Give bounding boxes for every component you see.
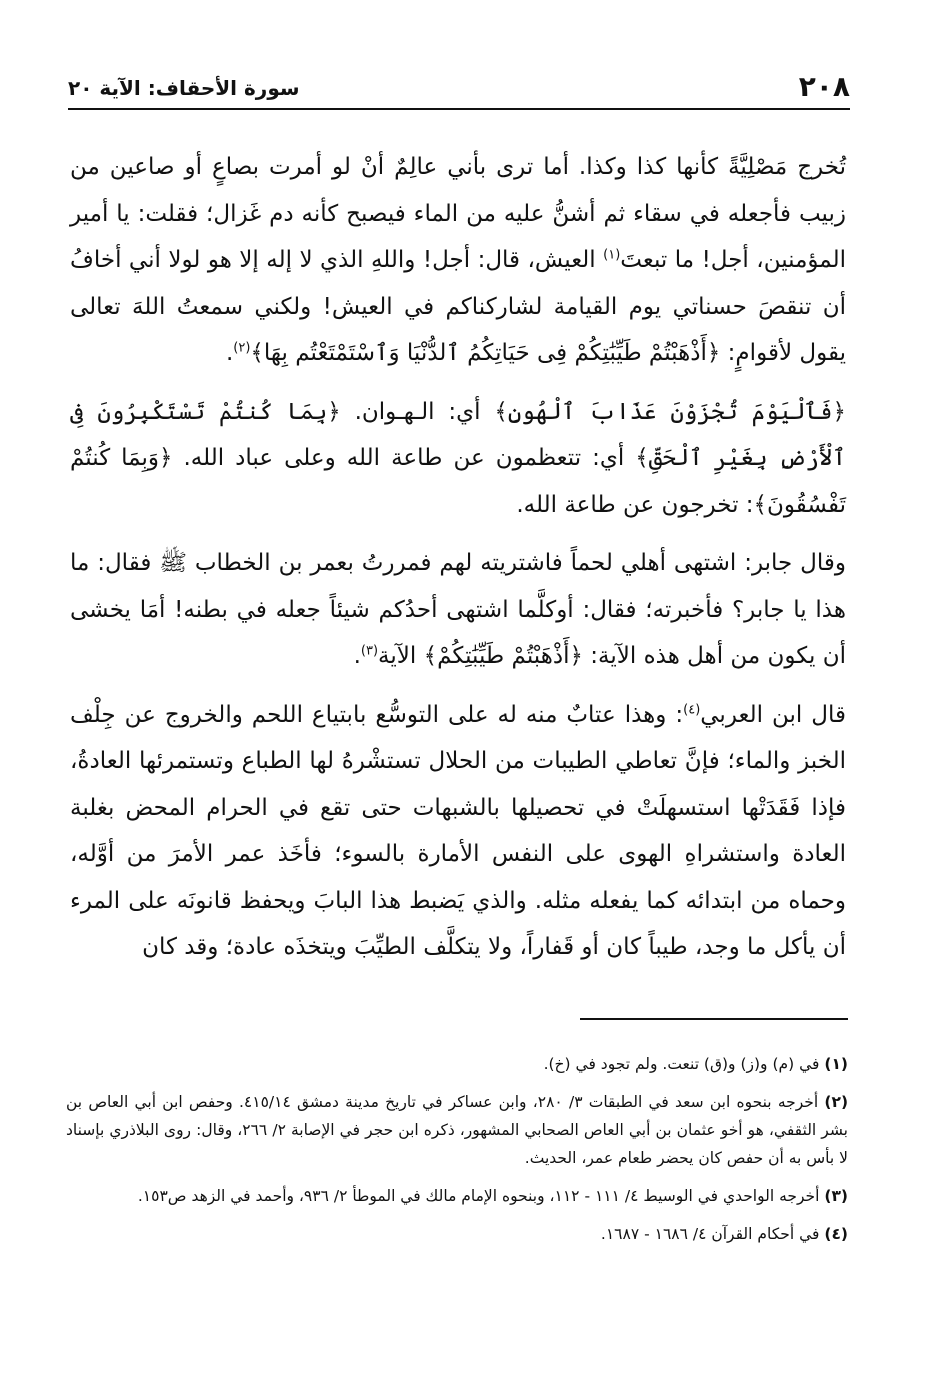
footnote-number: (١) — [824, 1055, 848, 1073]
footnote-text: في أحكام القرآن ٤/ ١٦٨٦ - ١٦٨٧. — [600, 1225, 825, 1243]
footnote — [66, 1220, 848, 1248]
footnote-ref-4: (٤) — [683, 701, 701, 717]
paragraph-1-text-c: . — [225, 340, 234, 366]
footnote — [66, 1182, 848, 1210]
header-rule — [68, 108, 850, 110]
footnote-text: في (م) و(ز) و(ق) تنعت. ولم تجود في (خ). — [543, 1055, 825, 1073]
footnote — [66, 1088, 848, 1172]
footnote-ref-2: (٢) — [233, 340, 251, 356]
paragraph-1-text-a: تُخرج مَصْلِيَّةً كأنها كذا وكذا. أما ترى بأني عالِمٌ أنْ لو أمرت بصاعٍ أو صاعين من زبيب فأجعله في سقاء ثم أشنُّ عليه من الماء فيصبح كأنه دم غَزال؛ فقلت: يا أمير المؤمنين، أجل! ما تبعتَ — [70, 154, 846, 273]
paragraph-2-text-c: : تخرجون عن طاعة الله. — [516, 491, 754, 518]
paragraph-2-text-a: أي: الـهـوان. — [340, 398, 495, 425]
paragraph-1-text-b: العيش، قال: أجل! واللهِ الذي لا إله إلا هو لولا أني أخافُ أن تنقصَ حسناتي يوم القيامة لشاركناكم في العيش! ولكني سمعتُ اللهَ تعالى يقول لأقوامٍ: — [70, 247, 846, 366]
paragraph-4-text-a: قال ابن العربي — [700, 701, 846, 728]
footnote-number: (٢) — [824, 1093, 849, 1111]
page-number: ٢٠٨ — [798, 70, 850, 103]
footnote-number: (٣) — [824, 1187, 848, 1205]
main-text — [70, 144, 846, 981]
paragraph-3-text-b: الآية — [378, 643, 424, 669]
footnote-number: (٤) — [824, 1225, 848, 1243]
footnote — [66, 1050, 848, 1078]
running-header — [68, 62, 850, 106]
paragraph-3-text-c: . — [353, 643, 361, 669]
footnote-ref-3: (٣) — [360, 643, 379, 659]
footnote-text: أخرجه الواحدي في الوسيط ٤/ ١١١ - ١١٢، وبنحوه الإمام مالك في الموطأ ٢/ ٩٣٦، وأحمد في الزهد ص١٥٣. — [137, 1187, 825, 1205]
footnotes — [66, 1050, 848, 1258]
footnote-separator — [580, 1018, 848, 1020]
paragraph-3-text-a: وقال جابر: اشتهى أهلي لحماً فاشتريته لهم فمررتُ بعمر بن الخطاب ﷺ فقال: ما هذا يا جابر؟ فأخبرته؛ فقال: أوكلَّما اشتهى أحدُكم شيئاً جعله في بطنه! أمَا يخشى أن يكون من أهل هذه الآية: — [70, 550, 846, 669]
footnote-text: أخرجه بنحوه ابن سعد في الطبقات ٣/ ٢٨٠، وابن عساكر في تاريخ مدينة دمشق ٤١٥/١٤. وحفص ابن أبي العاص بن بشر الثقفي، هو أخو عثمان بن أبي العاص الصحابي المشهور، ذكره ابن حجر في الإصابة ٢/ ٢٦٦، وقال: روى البلاذري بإسناد لا بأس به أن حفص كان يحضر طعام عمر، الحديث. — [66, 1093, 848, 1167]
paragraph-2-text-b: أي: تتعظمون عن طاعة الله وعلى عباد الله. — [172, 445, 636, 471]
paragraph-4-text-b: : وهذا عتابٌ منه له على التوسُّع بابتياع اللحم والخروج عن جِلْف الخبز والماء؛ فإنَّ تعاطي الطيبات من الحلال تستشْرهُ لها الطباع وتستمرئها العادةُ، فإذا فَقَدَتْها استسهلَتْ في تحصيلها بالشبهات حتى تقع في الحرام المحض بغلبة العادة واستشراهِ الهوى على النفس الأمارة بالسوء؛ فأخَذ عمر الأمرَ من أوَّله، وحماه من ابتدائه كما يفعله مثله. والذي يَضبط هذا البابَ ويحفظ قانونَه على المرء أن يأكل ما وجد، طيباً كان أو قَفاراً، ولا يتكلَّف الطيِّبَ ويتخذَه عادة؛ وقد كان — [70, 701, 846, 960]
quran-quote: ﴿فَٱلْيَوْمَ تُجْزَوْنَ عَذَابَ ٱلْهُونِ﴾ — [494, 398, 846, 425]
quran-quote: ﴿وَبِمَا كُنتُمْ تَفْسُقُونَ﴾ — [70, 445, 846, 518]
quran-quote: ﴿أَذْهَبْتُمْ طَيِّبَٰتِكُمْ﴾ — [423, 643, 583, 669]
paragraph-3 — [70, 540, 846, 680]
quran-quote: ﴿بِمَا كُنتُمْ تَسْتَكْبِرُونَ فِى ٱلْأَرْضِ بِغَيْرِ ٱلْحَقِّ﴾ — [70, 398, 846, 471]
paragraph-2 — [70, 389, 846, 529]
quran-quote: ﴿أَذْهَبْتُمْ طَيِّبَٰتِكُمْ فِى حَيَاتِكُمُ ٱلدُّنْيَا وَٱسْتَمْتَعْتُم بِهَا﴾ — [250, 340, 721, 366]
paragraph-4 — [70, 692, 846, 971]
paragraph-1 — [70, 144, 846, 377]
running-title: سورة الأحقاف: الآية ٢٠ — [68, 76, 300, 100]
footnote-ref-1: (١) — [603, 247, 621, 263]
